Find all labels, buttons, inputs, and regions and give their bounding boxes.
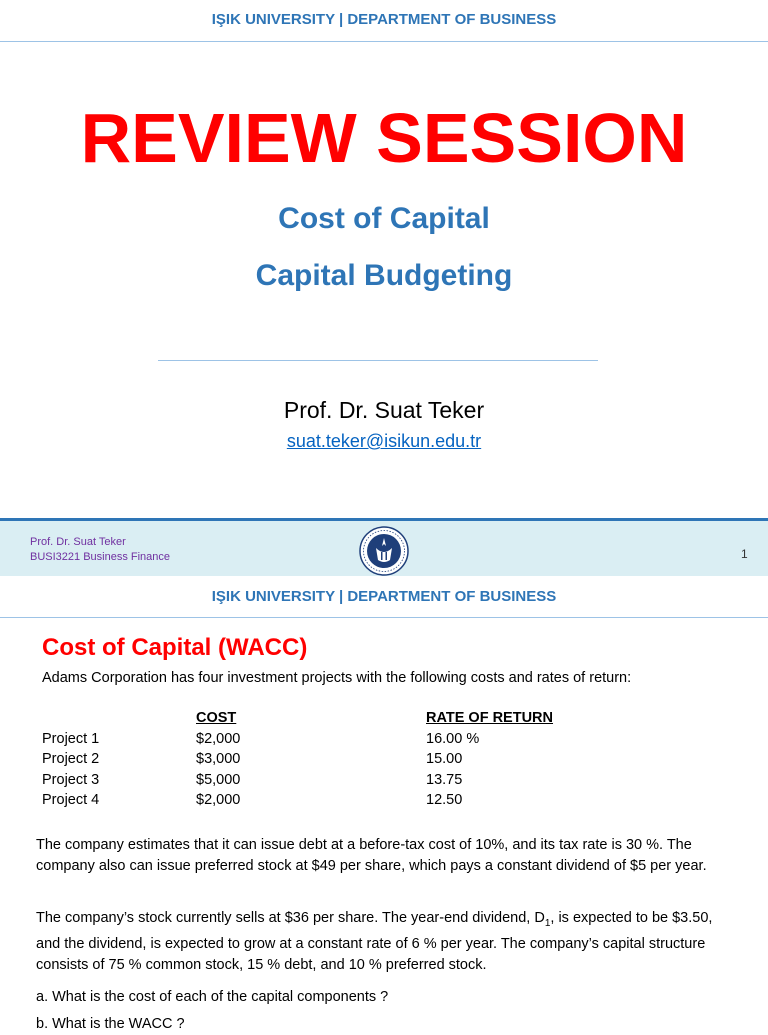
table-cell-rate: 16.00 % xyxy=(426,731,480,747)
column-header-rate: RATE OF RETURN xyxy=(426,710,554,726)
footer-course: BUSI3221 Business Finance xyxy=(30,551,171,563)
paragraph-common-stock: The company’s stock currently sells at $36 per share. The year-end dividend, $D_1$, is expected to be $3.50, and the dividend, is expected to grow at a constant rate of 6 % per year. The company’s capital structure consists of 75 % common stock, 15 % debt, and 10 % preferred stock. xyxy=(36,910,713,973)
slide1-footer xyxy=(0,518,768,576)
slide1-header-divider xyxy=(0,41,768,42)
question-b: b. What is the WACC ? xyxy=(36,1016,185,1032)
paragraph-debt-preferred: The company estimates that it can issue debt at a before-tax cost of 10%, and its tax rate is 30 %. The company also can issue preferred stock at $49 per share, which pays a constant dividend of $5 per year. xyxy=(36,837,707,874)
table-cell-project: Project 4 xyxy=(42,792,100,808)
table-cell-cost: $2,000 xyxy=(196,792,241,808)
slide2-header-divider xyxy=(0,617,768,618)
slide1-header: IŞIK UNIVERSITY | DEPARTMENT OF BUSINESS xyxy=(211,11,557,28)
page-title: REVIEW SESSION xyxy=(80,99,688,177)
table-cell-project: Project 3 xyxy=(42,772,100,788)
subtitle-cost-of-capital: Cost of Capital xyxy=(278,202,490,235)
column-header-cost: COST xyxy=(196,710,237,726)
table-cell-rate: 12.50 xyxy=(426,792,463,808)
table-cell-rate: 15.00 xyxy=(426,751,463,767)
university-seal-icon xyxy=(359,526,409,576)
table-cell-cost: $2,000 xyxy=(196,731,241,747)
question-a: a. What is the cost of each of the capital components ? xyxy=(36,989,389,1005)
table-cell-project: Project 1 xyxy=(42,731,100,747)
table-cell-cost: $3,000 xyxy=(196,751,241,767)
presenter-email xyxy=(0,431,768,452)
section-title: Cost of Capital (WACC) xyxy=(42,634,308,661)
subtitle-capital-budgeting: Capital Budgeting xyxy=(255,259,513,292)
title-divider xyxy=(158,360,598,361)
slide2-header: IŞIK UNIVERSITY | DEPARTMENT OF BUSINESS xyxy=(211,588,557,605)
email-link[interactable]: suat.teker@isikun.edu.tr xyxy=(286,431,482,451)
page-number: 1 xyxy=(741,547,748,561)
table-cell-project: Project 2 xyxy=(42,751,100,767)
intro-text: Adams Corporation has four investment projects with the following costs and rates of return: xyxy=(42,670,632,686)
presenter-name: Prof. Dr. Suat Teker xyxy=(283,397,485,423)
table-cell-cost: $5,000 xyxy=(196,772,241,788)
table-cell-rate: 13.75 xyxy=(426,772,463,788)
footer-presenter: Prof. Dr. Suat Teker xyxy=(30,536,126,548)
